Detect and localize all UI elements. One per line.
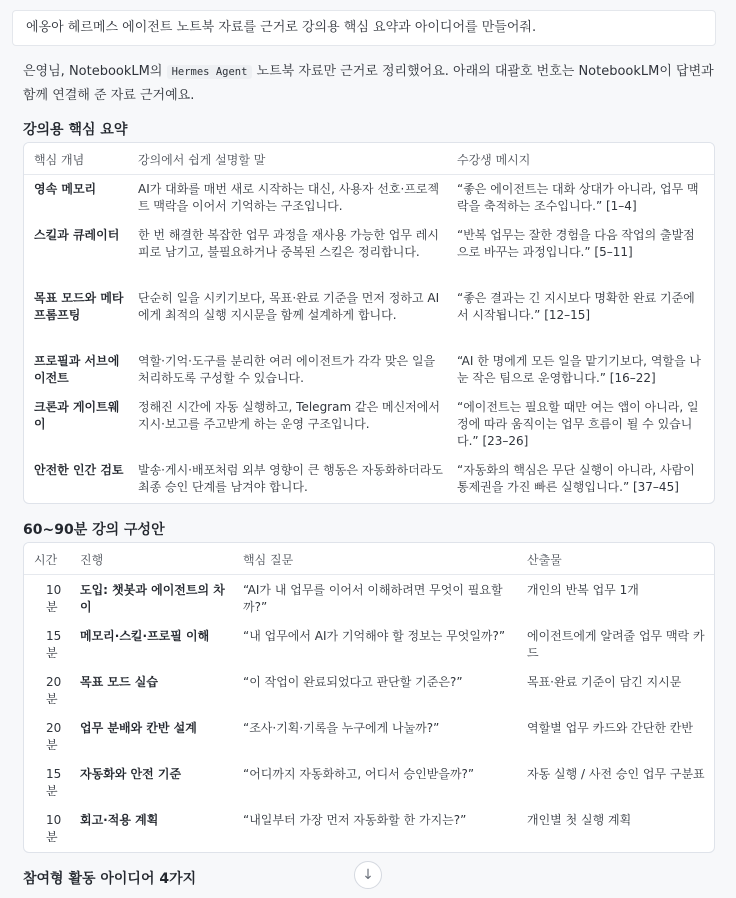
intro-code-term: Hermes Agent: [167, 65, 253, 79]
plan-question: “조사·기획·기록을 누구에게 나눌까?”: [243, 721, 440, 735]
summary-message: “AI 한 명에게 모든 일을 맡기기보다, 역할을 나눈 작은 팀으로 운영합니다.” [16–22]: [457, 354, 701, 385]
intro-text-start: 은영님, NotebookLM의: [23, 64, 167, 79]
plan-step: 회고·적용 계획: [80, 813, 159, 827]
plan-table: [23, 542, 715, 853]
intro-text-end: 노트북 자료만 근거로 정리했어요. 아래의 대괄호 번호는 NotebookLM이 답변과 함께 연결해 준 자료 근거예요.: [23, 64, 714, 103]
summary-table: [23, 142, 715, 504]
plan-time: 15분: [46, 629, 62, 660]
user-prompt-bubble: [12, 10, 716, 46]
summary-explain: 발송·게시·배포처럼 외부 영향이 큰 행동은 자동화하더라도 최종 승인 단계를 남겨야 합니다.: [138, 463, 443, 494]
summary-col-message: 수강생 메시지: [457, 153, 531, 167]
summary-concept: 안전한 인간 검토: [34, 463, 124, 477]
plan-table-header: [24, 543, 714, 575]
plan-step: 메모리·스킬·프로필 이해: [80, 629, 210, 643]
summary-explain: 역할·기억·도구를 분리한 여러 에이전트가 각각 맞은 일을 처리하도록 구성할 수 있습니다.: [138, 354, 436, 385]
summary-message: “반복 업무는 잘한 경험을 다음 작업의 출발점으로 바꾸는 과정입니다.” [5–11]: [457, 228, 695, 259]
plan-output: 역할별 업무 카드와 간단한 칸반: [527, 721, 693, 735]
summary-concept: 스킬과 큐레이터: [34, 228, 120, 242]
summary-explain: 한 번 해결한 복잡한 업무 과정을 재사용 가능한 업무 레시피로 남기고, 불필요하거나 중복된 스킬은 정리합니다.: [138, 228, 439, 259]
assistant-intro: [23, 60, 723, 107]
plan-time: 10분: [46, 813, 62, 844]
plan-col-question: 핵심 질문: [243, 553, 294, 567]
plan-output: 에이전트에게 알려줄 업무 맥락 카드: [527, 629, 705, 660]
plan-step: 목표 모드 실습: [80, 675, 158, 689]
plan-time: 10분: [46, 583, 62, 614]
plan-question: “AI가 내 업무를 이어서 이해하려면 무엇이 필요할까?”: [243, 583, 503, 614]
plan-question: “어디까지 자동화하고, 어디서 승인받을까?”: [243, 767, 475, 781]
summary-explain: 단순히 일을 시키기보다, 목표·완료 기준을 먼저 정하고 AI에게 최적의 실행 지시문을 함께 설계하게 합니다.: [138, 291, 440, 322]
plan-col-time: 시간: [34, 553, 58, 567]
plan-step: 도입: 챗봇과 에이전트의 차이: [80, 583, 225, 614]
plan-question: “내 업무에서 AI가 기억해야 할 정보는 무엇일까?”: [243, 629, 506, 643]
scroll-to-bottom-button[interactable]: [354, 861, 382, 889]
plan-time: 20분: [46, 721, 62, 752]
plan-question: “이 작업이 완료되었다고 판단할 기준은?”: [243, 675, 463, 689]
plan-output: 목표·완료 기준이 담긴 지시문: [527, 675, 682, 689]
plan-question: “내일부터 가장 먼저 자동화할 한 가지는?”: [243, 813, 467, 827]
summary-concept: 프로필과 서브에이전트: [34, 354, 120, 385]
summary-explain: AI가 대화를 매번 새로 시작하는 대신, 사용자 선호·프로젝트 맥락을 이어서 기억하는 구조입니다.: [138, 182, 440, 213]
plan-output: 개인의 반복 업무 1개: [527, 583, 639, 597]
summary-col-concept: 핵심 개념: [34, 153, 85, 167]
plan-time: 20분: [46, 675, 62, 706]
plan-step: 업무 분배와 칸반 설계: [80, 721, 197, 735]
summary-concept: 목표 모드와 메타 프롬프팅: [34, 291, 124, 322]
plan-heading: 60~90분 강의 구성안: [23, 522, 165, 538]
plan-output: 개인별 첫 실행 계획: [527, 813, 632, 827]
summary-heading: 강의용 핵심 요약: [23, 122, 128, 138]
summary-col-explain: 강의에서 쉽게 설명할 말: [138, 153, 266, 167]
summary-explain: 정해진 시간에 자동 실행하고, Telegram 같은 메신저에서 지시·보고를 주고받게 하는 운영 구조입니다.: [138, 400, 440, 431]
arrow-down-icon: ↓: [362, 867, 374, 883]
plan-col-step: 진행: [80, 553, 104, 567]
user-prompt-text: 에옹아 헤르메스 에이전트 노트북 자료를 근거로 강의용 핵심 요약과 아이디어를 만들어줘.: [26, 20, 537, 35]
summary-table-header: [24, 143, 714, 175]
summary-message: “자동화의 핵심은 무단 실행이 아니라, 사람이 통제권을 가진 빠른 실행입니다.” [37–45]: [457, 463, 695, 494]
summary-concept: 영속 메모리: [34, 182, 97, 196]
summary-message: “에이전트는 필요할 때만 여는 앱이 아니라, 일정에 따라 움직이는 업무 흐름이 될 수 있습니다.” [23–26]: [457, 400, 699, 448]
plan-output: 자동 실행 / 사전 승인 업무 구분표: [527, 767, 705, 781]
summary-message: “좋은 에이전트는 대화 상대가 아니라, 업무 맥락을 축적하는 조수입니다.” [1–4]: [457, 182, 699, 213]
plan-col-output: 산출물: [527, 553, 562, 567]
plan-step: 자동화와 안전 기준: [80, 767, 182, 781]
plan-time: 15분: [46, 767, 62, 798]
summary-message: “좋은 결과는 긴 지시보다 명확한 완료 기준에서 시작됩니다.” [12–15]: [457, 291, 695, 322]
summary-concept: 크론과 게이트웨이: [34, 400, 120, 431]
activities-heading: 참여형 활동 아이디어 4가지: [23, 871, 197, 887]
